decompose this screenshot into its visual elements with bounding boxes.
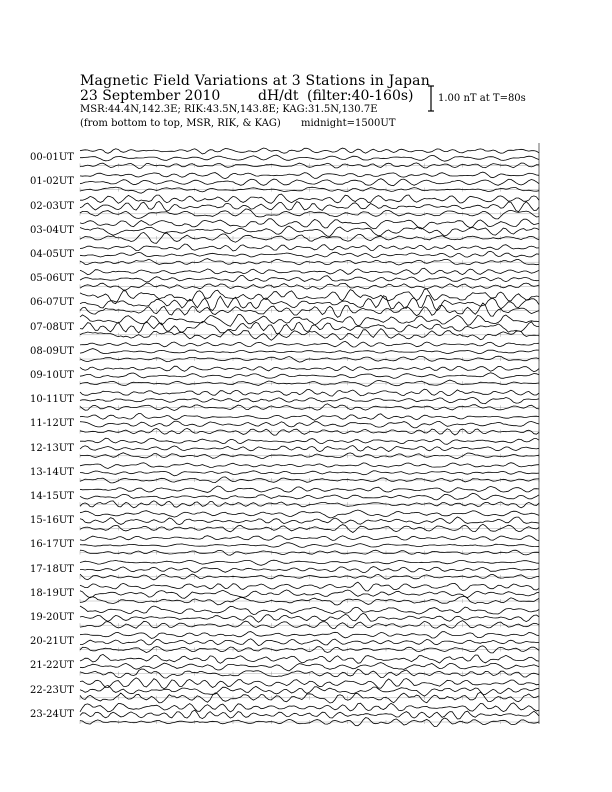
trace-kag-07-08ut <box>80 315 539 327</box>
trace-rik-14-15ut <box>80 493 539 500</box>
hour-label: 14-15UT <box>30 490 74 502</box>
trace-kag-10-11ut <box>80 389 539 396</box>
trace-rik-08-09ut <box>80 349 539 354</box>
trace-rik-01-02ut <box>80 179 539 186</box>
trace-rik-05-06ut <box>80 276 539 283</box>
midnight-label: midnight=1500UT <box>301 118 396 129</box>
trace-kag-11-12ut <box>80 413 539 420</box>
hour-label: 05-06UT <box>30 273 74 285</box>
hour-label: 15-16UT <box>30 515 74 527</box>
station-coords: MSR:44.4N,142.3E; RIK:43.5N,143.8E; KAG:31.5N,130.7E <box>80 104 378 115</box>
trace-rik-09-10ut <box>80 373 539 379</box>
hour-label: 02-03UT <box>30 200 74 212</box>
trace-kag-20-21ut <box>80 632 539 639</box>
hour-label: 09-10UT <box>30 369 74 381</box>
trace-rik-19-20ut <box>80 613 539 622</box>
trace-rik-02-03ut <box>80 201 539 211</box>
hour-label: 00-01UT <box>30 152 74 164</box>
trace-kag-04-05ut <box>80 244 539 251</box>
trace-kag-23-24ut <box>80 703 539 712</box>
hour-label: 18-19UT <box>30 587 74 599</box>
hour-label: 03-04UT <box>30 224 74 236</box>
hour-label: 22-23UT <box>30 684 74 696</box>
hour-label: 08-09UT <box>30 345 74 357</box>
trace-kag-21-22ut <box>80 654 539 663</box>
trace-kag-15-16ut <box>80 510 539 518</box>
scale-label: 1.00 nT at T=80s <box>438 93 526 104</box>
trace-rik-15-16ut <box>80 517 539 525</box>
trace-kag-18-19ut <box>80 582 539 591</box>
trace-kag-09-10ut <box>80 366 539 372</box>
trace-rik-10-11ut <box>80 397 539 403</box>
hour-label: 11-12UT <box>30 418 74 430</box>
trace-kag-17-18ut <box>80 560 539 565</box>
hour-label: 21-22UT <box>30 660 74 672</box>
hour-label: 17-18UT <box>30 563 74 575</box>
station-traces <box>80 148 539 727</box>
quantity-label: dH/dt <box>258 88 299 104</box>
trace-kag-12-13ut <box>80 438 539 444</box>
trace-rik-17-18ut <box>80 567 539 573</box>
trace-rik-04-05ut <box>80 251 539 257</box>
trace-rik-23-24ut <box>80 710 539 719</box>
hour-label: 06-07UT <box>30 297 74 309</box>
chart-title: Magnetic Field Variations at 3 Stations in Japan <box>80 73 430 89</box>
date-label: 23 September 2010 <box>80 88 221 104</box>
hour-label: 04-05UT <box>30 248 74 260</box>
trace-rik-16-17ut <box>80 543 539 548</box>
hour-label: 13-14UT <box>30 466 74 478</box>
trace-rik-12-13ut <box>80 446 539 452</box>
trace-kag-22-23ut <box>80 678 539 689</box>
trace-rik-11-12ut <box>80 421 539 428</box>
trace-kag-19-20ut <box>80 606 539 615</box>
trace-rik-00-01ut <box>80 155 539 161</box>
trace-rik-20-21ut <box>80 639 539 646</box>
hour-label: 10-11UT <box>30 394 74 406</box>
trace-kag-01-02ut <box>80 172 539 179</box>
trace-kag-16-17ut <box>80 536 539 541</box>
trace-kag-02-03ut <box>80 194 539 203</box>
filter-label: (filter:40-160s) <box>307 88 414 104</box>
hour-label: 01-02UT <box>30 176 74 188</box>
trace-kag-08-09ut <box>80 341 539 347</box>
hour-label: 12-13UT <box>30 442 74 454</box>
trace-rik-18-19ut <box>80 590 539 598</box>
hour-label: 16-17UT <box>30 539 74 551</box>
trace-kag-14-15ut <box>80 486 539 492</box>
trace-kag-06-07ut <box>80 289 539 304</box>
trace-kag-05-06ut <box>80 268 539 275</box>
scale-bar <box>428 86 434 111</box>
hour-label: 19-20UT <box>30 611 74 623</box>
trace-rik-21-22ut <box>80 663 539 671</box>
trace-kag-13-14ut <box>80 463 539 469</box>
hour-label: 07-08UT <box>30 321 74 333</box>
hour-label: 23-24UT <box>30 708 74 720</box>
trace-kag-00-01ut <box>80 148 539 154</box>
hour-label: 20-21UT <box>30 636 74 648</box>
station-order: (from bottom to top, MSR, RIK, & KAG) <box>80 118 281 129</box>
trace-rik-22-23ut <box>80 685 539 696</box>
trace-rik-13-14ut <box>80 471 539 476</box>
